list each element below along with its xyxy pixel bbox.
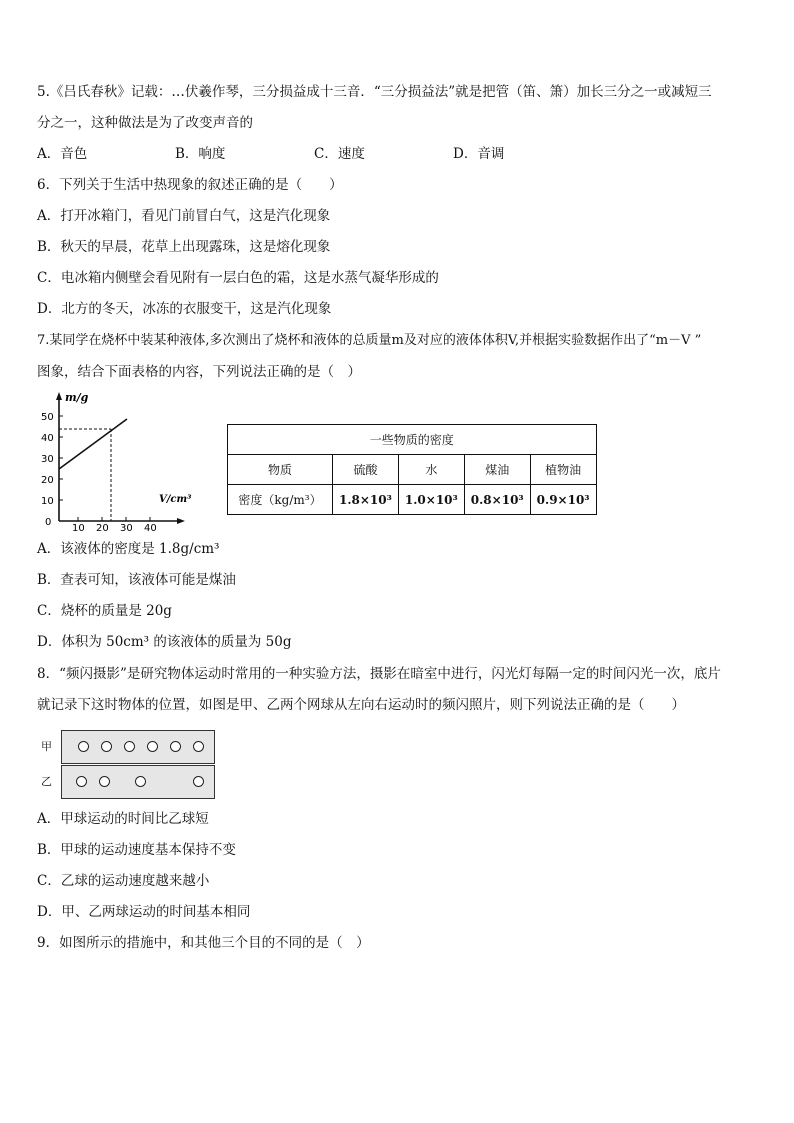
table-row-label: 密度（kg/m³） (228, 485, 333, 515)
density-table (227, 424, 597, 515)
table-value-water: 1.0×10³ (398, 485, 464, 515)
q8-stem-line2: 就记录下这时物体的位置，如图是甲、乙两个网球从左向右运动时的频闪照片，则下列说法正确的是（ ） (37, 697, 685, 713)
q8-option-a: A．甲球运动的时间比乙球短 (37, 811, 209, 827)
q5-option-b: B．响度 (175, 146, 226, 162)
y-tick-20: 20 (41, 475, 54, 486)
table-value-sulfuric-acid: 1.8×10³ (333, 485, 399, 515)
q6-stem: 6．下列关于生活中热现象的叙述正确的是（ ） (37, 177, 343, 193)
ball-a-1 (78, 741, 89, 752)
y-tick-50: 50 (41, 412, 54, 423)
q6-option-a: A．打开冰箱门，看见门前冒白气，这是汽化现象 (37, 208, 331, 224)
q5-option-d: D．音调 (453, 146, 505, 162)
table-header-substance: 物质 (228, 455, 333, 485)
q8-option-c: C．乙球的运动速度越来越小 (37, 873, 210, 889)
ball-b-2 (99, 776, 110, 787)
q7-option-c: C．烧杯的质量是 20g (37, 603, 172, 619)
strip-ball-a (61, 730, 215, 764)
q5-stem-line2: 分之一，这种做法是为了改变声音的 (37, 115, 253, 131)
strip-ball-b (61, 765, 215, 799)
table-header-vegetable-oil: 植物油 (530, 455, 596, 485)
strip-label-a: 甲 (41, 740, 52, 753)
q6-option-b: B．秋天的早晨，花草上出现露珠，这是熔化现象 (37, 239, 331, 255)
y-tick-40: 40 (41, 433, 54, 444)
table-title: 一些物质的密度 (228, 425, 597, 455)
strip-label-b: 乙 (41, 775, 52, 788)
q8-stem-line1: 8．“频闪摄影”是研究物体运动时常用的一种实验方法，摄影在暗室中进行，闪光灯每隔一定的时间闪光一次，底片 (37, 666, 721, 682)
q7-stem-line2: 图象，结合下面表格的内容，下列说法正确的是（ ） (37, 364, 361, 380)
q5-option-a: A．音色 (37, 146, 88, 162)
y-tick-10: 10 (41, 496, 54, 507)
q8-option-d: D．甲、乙两球运动的时间基本相同 (37, 904, 251, 920)
ball-a-5 (170, 741, 181, 752)
m-v-graph (35, 388, 195, 533)
y-tick-0: 0 (45, 517, 52, 528)
ball-b-1 (76, 776, 87, 787)
graph-ylabel: m/g (65, 391, 89, 404)
table-header-kerosene: 煤油 (464, 455, 530, 485)
x-tick-20: 20 (96, 523, 109, 533)
graph-xlabel: V/cm³ (159, 494, 192, 505)
ball-a-2 (101, 741, 112, 752)
x-tick-30: 30 (120, 523, 133, 533)
q7-option-b: B．查表可知，该液体可能是煤油 (37, 572, 236, 588)
ball-b-3 (135, 776, 146, 787)
q7-option-d: D．体积为 50cm³ 的该液体的质量为 50g (37, 634, 292, 650)
q7-stem-line1: 7.某同学在烧杯中装某种液体,多次测出了烧杯和液体的总质量m及对应的液体体积V,并根据实验数据作出了“m－V ” (37, 333, 702, 348)
table-value-kerosene: 0.8×10³ (464, 485, 530, 515)
q6-option-d: D．北方的冬天，冰冻的衣服变干，这是汽化现象 (37, 301, 332, 317)
ball-b-4 (193, 776, 204, 787)
q9-stem: 9．如图所示的措施中，和其他三个目的不同的是（ ） (37, 935, 370, 951)
ball-a-3 (124, 741, 135, 752)
x-tick-10: 10 (72, 523, 85, 533)
graph-line (59, 419, 127, 469)
x-tick-40: 40 (144, 523, 157, 533)
table-value-vegetable-oil: 0.9×10³ (530, 485, 596, 515)
q8-option-b: B．甲球的运动速度基本保持不变 (37, 842, 236, 858)
table-header-water: 水 (398, 455, 464, 485)
q6-option-c: C．电冰箱内侧壁会看见附有一层白色的霜，这是水蒸气凝华形成的 (37, 270, 439, 286)
q5-stem-line1: 5.《吕氏春秋》记载：…伏羲作琴，三分损益成十三音．“三分损益法”就是把管（笛、箫）加长三分之一或减短三 (37, 84, 712, 100)
table-header-sulfuric-acid: 硫酸 (333, 455, 399, 485)
q5-option-c: C．速度 (314, 146, 365, 162)
q7-option-a: A．该液体的密度是 1.8g/cm³ (37, 541, 220, 557)
ball-a-6 (193, 741, 204, 752)
y-tick-30: 30 (41, 454, 54, 465)
ball-a-4 (147, 741, 158, 752)
